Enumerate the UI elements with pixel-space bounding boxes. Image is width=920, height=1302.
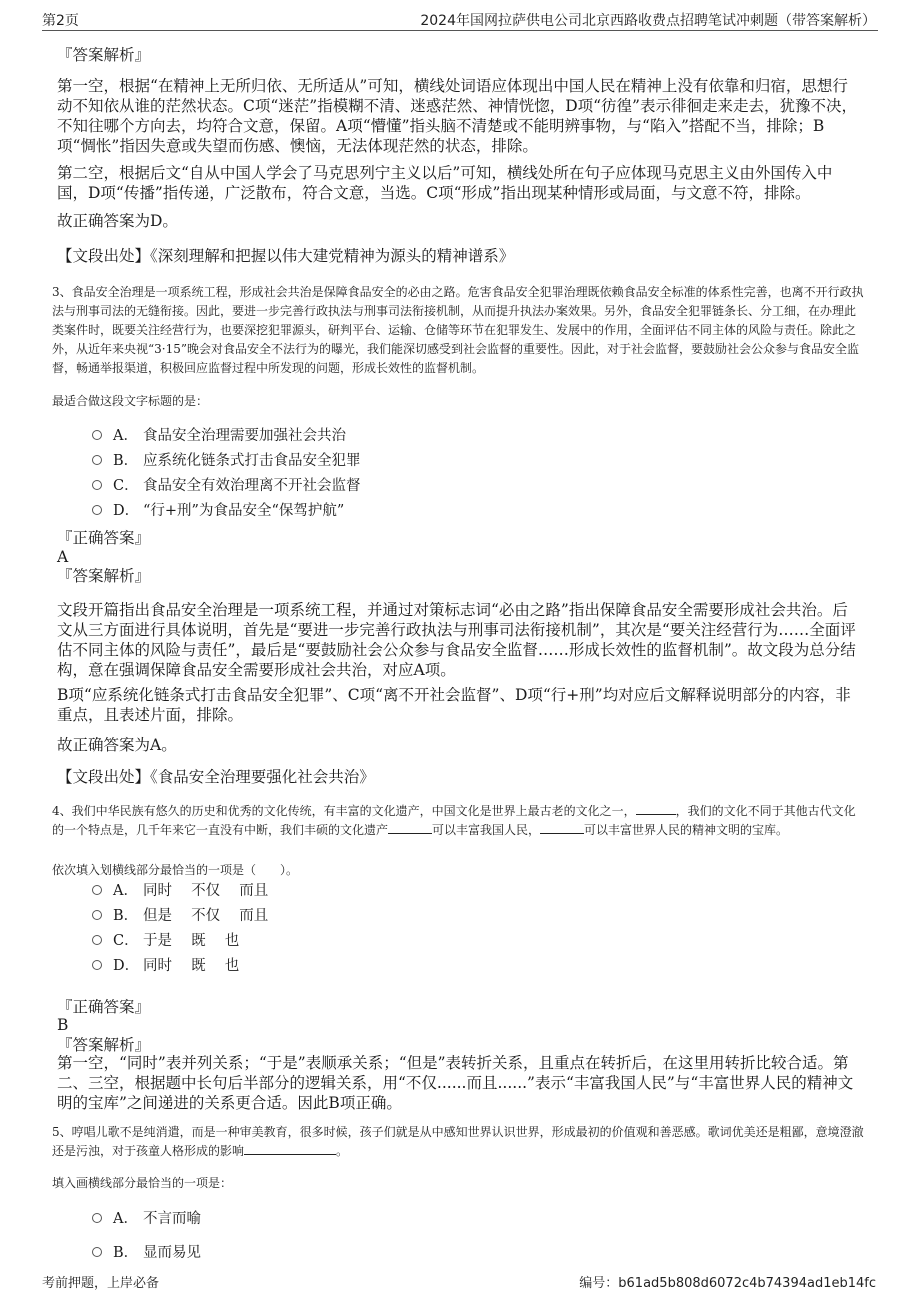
footer-doc-id: 编号：b61ad5b808d6072c4b74394ad1eb14fc bbox=[579, 1276, 876, 1291]
q4-option-d[interactable]: D． 同时 既 也 bbox=[92, 956, 239, 976]
q3-option-d[interactable]: D． “行+刑”为食品安全“保驾护航” bbox=[92, 501, 344, 521]
q2-explanation-para2: 第二空，根据后文“自从中国人学会了马克思列宁主义以后”可知，横线处所在句子应体现马克思主义由外国传入中国，D项“传播”指传递，广泛散布，符合文意，当选。C项“形成”指出现某种情形或局面，与文意不符，排除。 bbox=[57, 164, 833, 202]
blank-line bbox=[388, 821, 432, 834]
q3-stem: 3、食品安全治理是一项系统工程，形成社会共治是保障食品安全的必由之路。危害食品安全犯罪治理既依赖食品安全标准的体系性完善，也离不开行政执法与刑事司法的无缝衔接。因此，要进一步完善行政执法与刑事司法衔接机制，从而提升执法办案效果。另外，食品安全犯罪链条长、分工细，在办理此类案件时，既要关注经营行为，也要深挖犯罪源头，研判平台、运输、仓储等环节在犯罪发生、发展中的作用，全面评估不同主体的风险与责任。除此之外，从近年来央视“3·15”晚会对食品安全不法行为的曝光，我们能深切感受到社会监督的重要性。因此，对于社会监督，要鼓励社会公众参与食品安全监督，畅通举报渠道，积极回应监督过程中所发现的问题，形成长效性的监督机制。 bbox=[52, 285, 864, 375]
q4-option-b[interactable]: B． 但是 不仅 而且 bbox=[92, 906, 268, 926]
q3-source: 【文段出处】《食品安全治理要强化社会共治》 bbox=[57, 768, 375, 786]
q3-option-c[interactable]: C． 食品安全有效治理离不开社会监督 bbox=[92, 476, 361, 496]
q5-stem: 5、哼唱儿歌不是纯消遣，而是一种审美教育，很多时候，孩子们就是从中感知世界认识世界，形成最初的价值观和善恶感。歌词优美还是粗鄙，意境澄澈还是污浊，对于孩童人格形成的影响 。 bbox=[52, 1125, 864, 1158]
radio-icon[interactable] bbox=[92, 455, 102, 465]
q3-option-a[interactable]: A． 食品安全治理需要加强社会共治 bbox=[92, 426, 346, 446]
q2-conclusion: 故正确答案为D。 bbox=[57, 212, 178, 230]
q3-explanation-para2: B项“应系统化链条式打击食品安全犯罪”、C项“离不开社会监督”、D项“行+刑”均对应后文解释说明部分的内容，非重点，且表述片面，排除。 bbox=[57, 686, 851, 724]
q4-stem: 4、我们中华民族有悠久的历史和优秀的文化传统，有丰富的文化遗产，中国文化是世界上最古老的文化之一， ，我们的文化不同于其他古代文化的一个特点是，几千年来它一直没有中断，我们丰硕的文化遗产 可以丰富我国人民， 可以丰富世界人民的精神文明的宝库。 bbox=[52, 804, 856, 837]
q4-question: 依次填入划横线部分最恰当的一项是（ ）。 bbox=[52, 863, 299, 877]
radio-icon[interactable] bbox=[92, 935, 102, 945]
q5-option-a[interactable]: A． 不言而喻 bbox=[92, 1209, 201, 1229]
q3-explanation-para1: 文段开篇指出食品安全治理是一项系统工程，并通过对策标志词“必由之路”指出保障食品安全需要形成社会共治。后文从三方面进行具体说明，首先是“要进一步完善行政执法与刑事司法衔接机制”，其次是“要关注经营行为……全面评估不同主体的风险与责任”，最后是“要鼓励社会公众参与食品安全监督……形成长效性的监督机制”。故文段为总分结构，意在强调保障食品安全需要形成社会共治，对应A项。 bbox=[57, 601, 856, 679]
radio-icon[interactable] bbox=[92, 910, 102, 920]
q3-answer-heading: 『正确答案』 bbox=[57, 529, 151, 547]
q2-explanation-heading: 『答案解析』 bbox=[57, 46, 151, 64]
radio-icon[interactable] bbox=[92, 1213, 102, 1223]
q4-explanation: 第一空，“同时”表并列关系；“于是”表顺承关系；“但是”表转折关系，且重点在转折后，在这里用转折比较合适。第二、三空，根据题中长句后半部分的逻辑关系，用“不仅......而且......”表示“丰富我国人民”与“丰富世界人民的精神文明的宝库”之间递进的关系更合适。因此B项正确。 bbox=[57, 1054, 854, 1112]
header-divider bbox=[42, 30, 878, 31]
q2-explanation-para1: 第一空，根据“在精神上无所归依、无所适从”可知，横线处词语应体现出中国人民在精神上没有依靠和归宿，思想行动不知依从谁的茫然状态。C项“迷茫”指模糊不清、迷惑茫然、神情恍惚，D项“彷徨”表示徘徊走来走去，犹豫不决，不知往哪个方向去，均符合文意，保留。A项“懵懂”指头脑不清楚或不能明辨事物，与“陷入”搭配不当，排除；B项“惆怅”指因失意或失望而伤感、懊恼，无法体现茫然的状态，排除。 bbox=[57, 77, 857, 155]
q4-option-c[interactable]: C． 于是 既 也 bbox=[92, 931, 239, 951]
radio-icon[interactable] bbox=[92, 480, 102, 490]
q4-explanation-heading: 『答案解析』 bbox=[57, 1036, 151, 1054]
blank-line bbox=[244, 1142, 336, 1155]
blank-line bbox=[540, 821, 584, 834]
radio-icon[interactable] bbox=[92, 885, 102, 895]
q2-source: 【文段出处】《深刻理解和把握以伟大建党精神为源头的精神谱系》 bbox=[57, 247, 515, 265]
radio-icon[interactable] bbox=[92, 505, 102, 515]
q3-answer: A bbox=[57, 548, 69, 566]
footer-slogan: 考前押题，上岸必备 bbox=[42, 1276, 160, 1291]
document-title: 2024年国网拉萨供电公司北京西路收费点招聘笔试冲刺题（带答案解析） bbox=[420, 13, 876, 29]
q4-answer: B bbox=[57, 1016, 69, 1034]
radio-icon[interactable] bbox=[92, 430, 102, 440]
q4-answer-heading: 『正确答案』 bbox=[57, 998, 151, 1016]
q4-option-a[interactable]: A． 同时 不仅 而且 bbox=[92, 881, 268, 901]
radio-icon[interactable] bbox=[92, 960, 102, 970]
q3-explanation-heading: 『答案解析』 bbox=[57, 567, 151, 585]
radio-icon[interactable] bbox=[92, 1247, 102, 1257]
q3-conclusion: 故正确答案为A。 bbox=[57, 736, 177, 754]
q5-question: 填入画横线部分最恰当的一项是： bbox=[52, 1176, 233, 1190]
q3-question: 最适合做这段文字标题的是： bbox=[52, 394, 209, 408]
page-number: 第2页 bbox=[42, 13, 79, 29]
q5-option-b[interactable]: B． 显而易见 bbox=[92, 1243, 201, 1263]
blank-line bbox=[636, 802, 676, 815]
q3-option-b[interactable]: B． 应系统化链条式打击食品安全犯罪 bbox=[92, 451, 361, 471]
